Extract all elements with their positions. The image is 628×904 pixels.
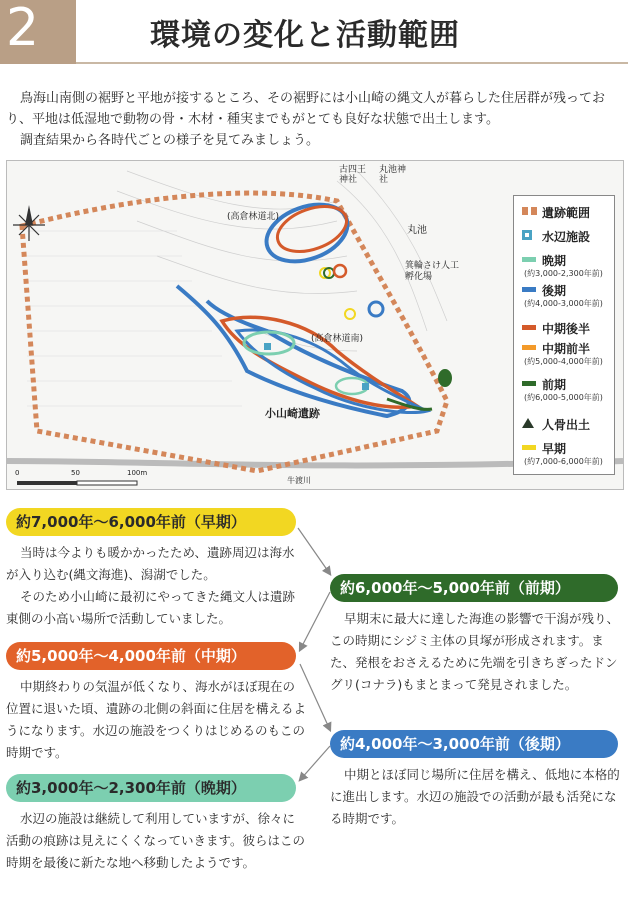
intro-paragraph: 鳥海山南側の裾野と平地が接するところ、その裾野には小山崎の縄文人が暮らした住居群が残っており、平地は低湿地で動物の骨・木材・種実までもがとても良好な状態で出土します。 [6,91,606,127]
intro-text [6,88,622,151]
legend-late-sub: (約4,000-3,000年前) [524,299,603,308]
legend-middle-late-label: 中期後半 [542,322,591,336]
map-label-pond: 丸池 [407,225,427,236]
legend-bones-icon [522,418,534,428]
scale-label-50: 50 [71,469,80,477]
legend-first-label: 前期 [542,378,567,392]
period-heading-late: 約4,000年〜3,000年前（後期） [330,730,618,758]
period-text-paragraph: 水辺の施設は継続して利用していますが、徐々に活動の痕跡は見えにくくなっていきます。彼らはこの時期を最後に新たな地へ移動したようです。 [6,811,306,870]
legend-middle-early-swatch [522,345,536,350]
legend-late-label: 後期 [542,284,567,298]
period-heading-first: 約6,000年〜5,000年前（前期） [330,574,618,602]
legend-late-swatch [522,287,536,292]
section-title: 環境の変化と活動範囲 [150,18,460,53]
period-text-early [6,542,306,630]
period-heading-early: 約7,000年〜6,000年前（早期） [6,508,296,536]
scale-label-0: 0 [15,469,20,477]
period-text-final [6,808,306,874]
legend-final-label: 晩期 [542,254,567,268]
period-text-paragraph: 当時は今よりも暖かかったため、遺跡周辺は海水が入り込む(縄文海進)、潟湖でした。 [6,545,295,582]
header-divider [76,62,628,64]
legend-early-swatch [522,445,536,450]
section-number-box [0,0,76,64]
scale-label-100: 100m [127,469,148,477]
legend-middle-sub: (約5,000-4,000年前) [524,357,603,366]
map-label-shrine2: 丸池神社 [379,165,407,185]
legend-boundary-label: 遺跡範囲 [542,206,591,220]
section-number: 2 [6,0,40,58]
legend-bones-label: 人骨出土 [542,418,591,432]
period-text-paragraph: 中期とほぼ同じ場所に住居を構え、低地に本格的に進出します。水辺の施設での活動が最も活発になる時期です。 [330,767,620,826]
period-heading-final: 約3,000年〜2,300年前（晩期） [6,774,296,802]
legend-early-sub: (約7,000-6,000年前) [524,457,603,466]
period-text-paragraph: そのため小山崎に最初にやってきた縄文人は遺跡東側の小高い場所で活動していました。 [6,589,296,626]
legend-first-sub: (約6,000-5,000年前) [524,393,603,402]
section-header [0,0,628,66]
map-label-takakura-north: (高倉林道北) [227,212,280,222]
legend-boundary-swatch [522,207,528,215]
map-label-shrine: 古四王神社 [339,165,367,185]
period-text-paragraph: 中期終わりの気温が低くなり、海水がほぼ現在の位置に退いた頃、遺跡の北側の斜面に住居を構えるようになります。水辺の施設をつくりはじめるのもこの時期です。 [6,679,307,760]
period-text-late [330,764,620,830]
legend-middle-early-label: 中期前半 [542,342,591,356]
legend-early-label: 早期 [542,442,567,456]
legend-final-swatch [522,257,536,262]
intro-paragraph: 調査結果から各時代ごとの様子を見てみましょう。 [20,133,320,148]
map-label-river: 牛渡川 [287,476,311,485]
period-text-middle [6,676,306,764]
map-legend [513,195,615,475]
map-label-takakura-south: (高倉林道南) [311,334,364,344]
legend-waterside-swatch [522,230,532,240]
legend-waterside-label: 水辺施設 [542,230,591,244]
map-label-hatchery: 箕輪さけ人工孵化場 [405,261,460,282]
map-label-site: 小山崎遺跡 [265,407,320,420]
period-heading-middle: 約5,000年〜4,000年前（中期） [6,642,296,670]
legend-first-swatch [522,381,536,386]
legend-final-sub: (約3,000-2,300年前) [524,269,603,278]
period-text-paragraph: 早期末に最大に達した海進の影響で干潟が残り、この時期にシジミ主体の貝塚が形成されます。また、発根をおさえるために先端を引きちぎったドングリ(コナラ)もまとまって発見されました。 [330,611,620,692]
legend-middle-late-swatch [522,325,536,330]
period-text-first [330,608,620,696]
